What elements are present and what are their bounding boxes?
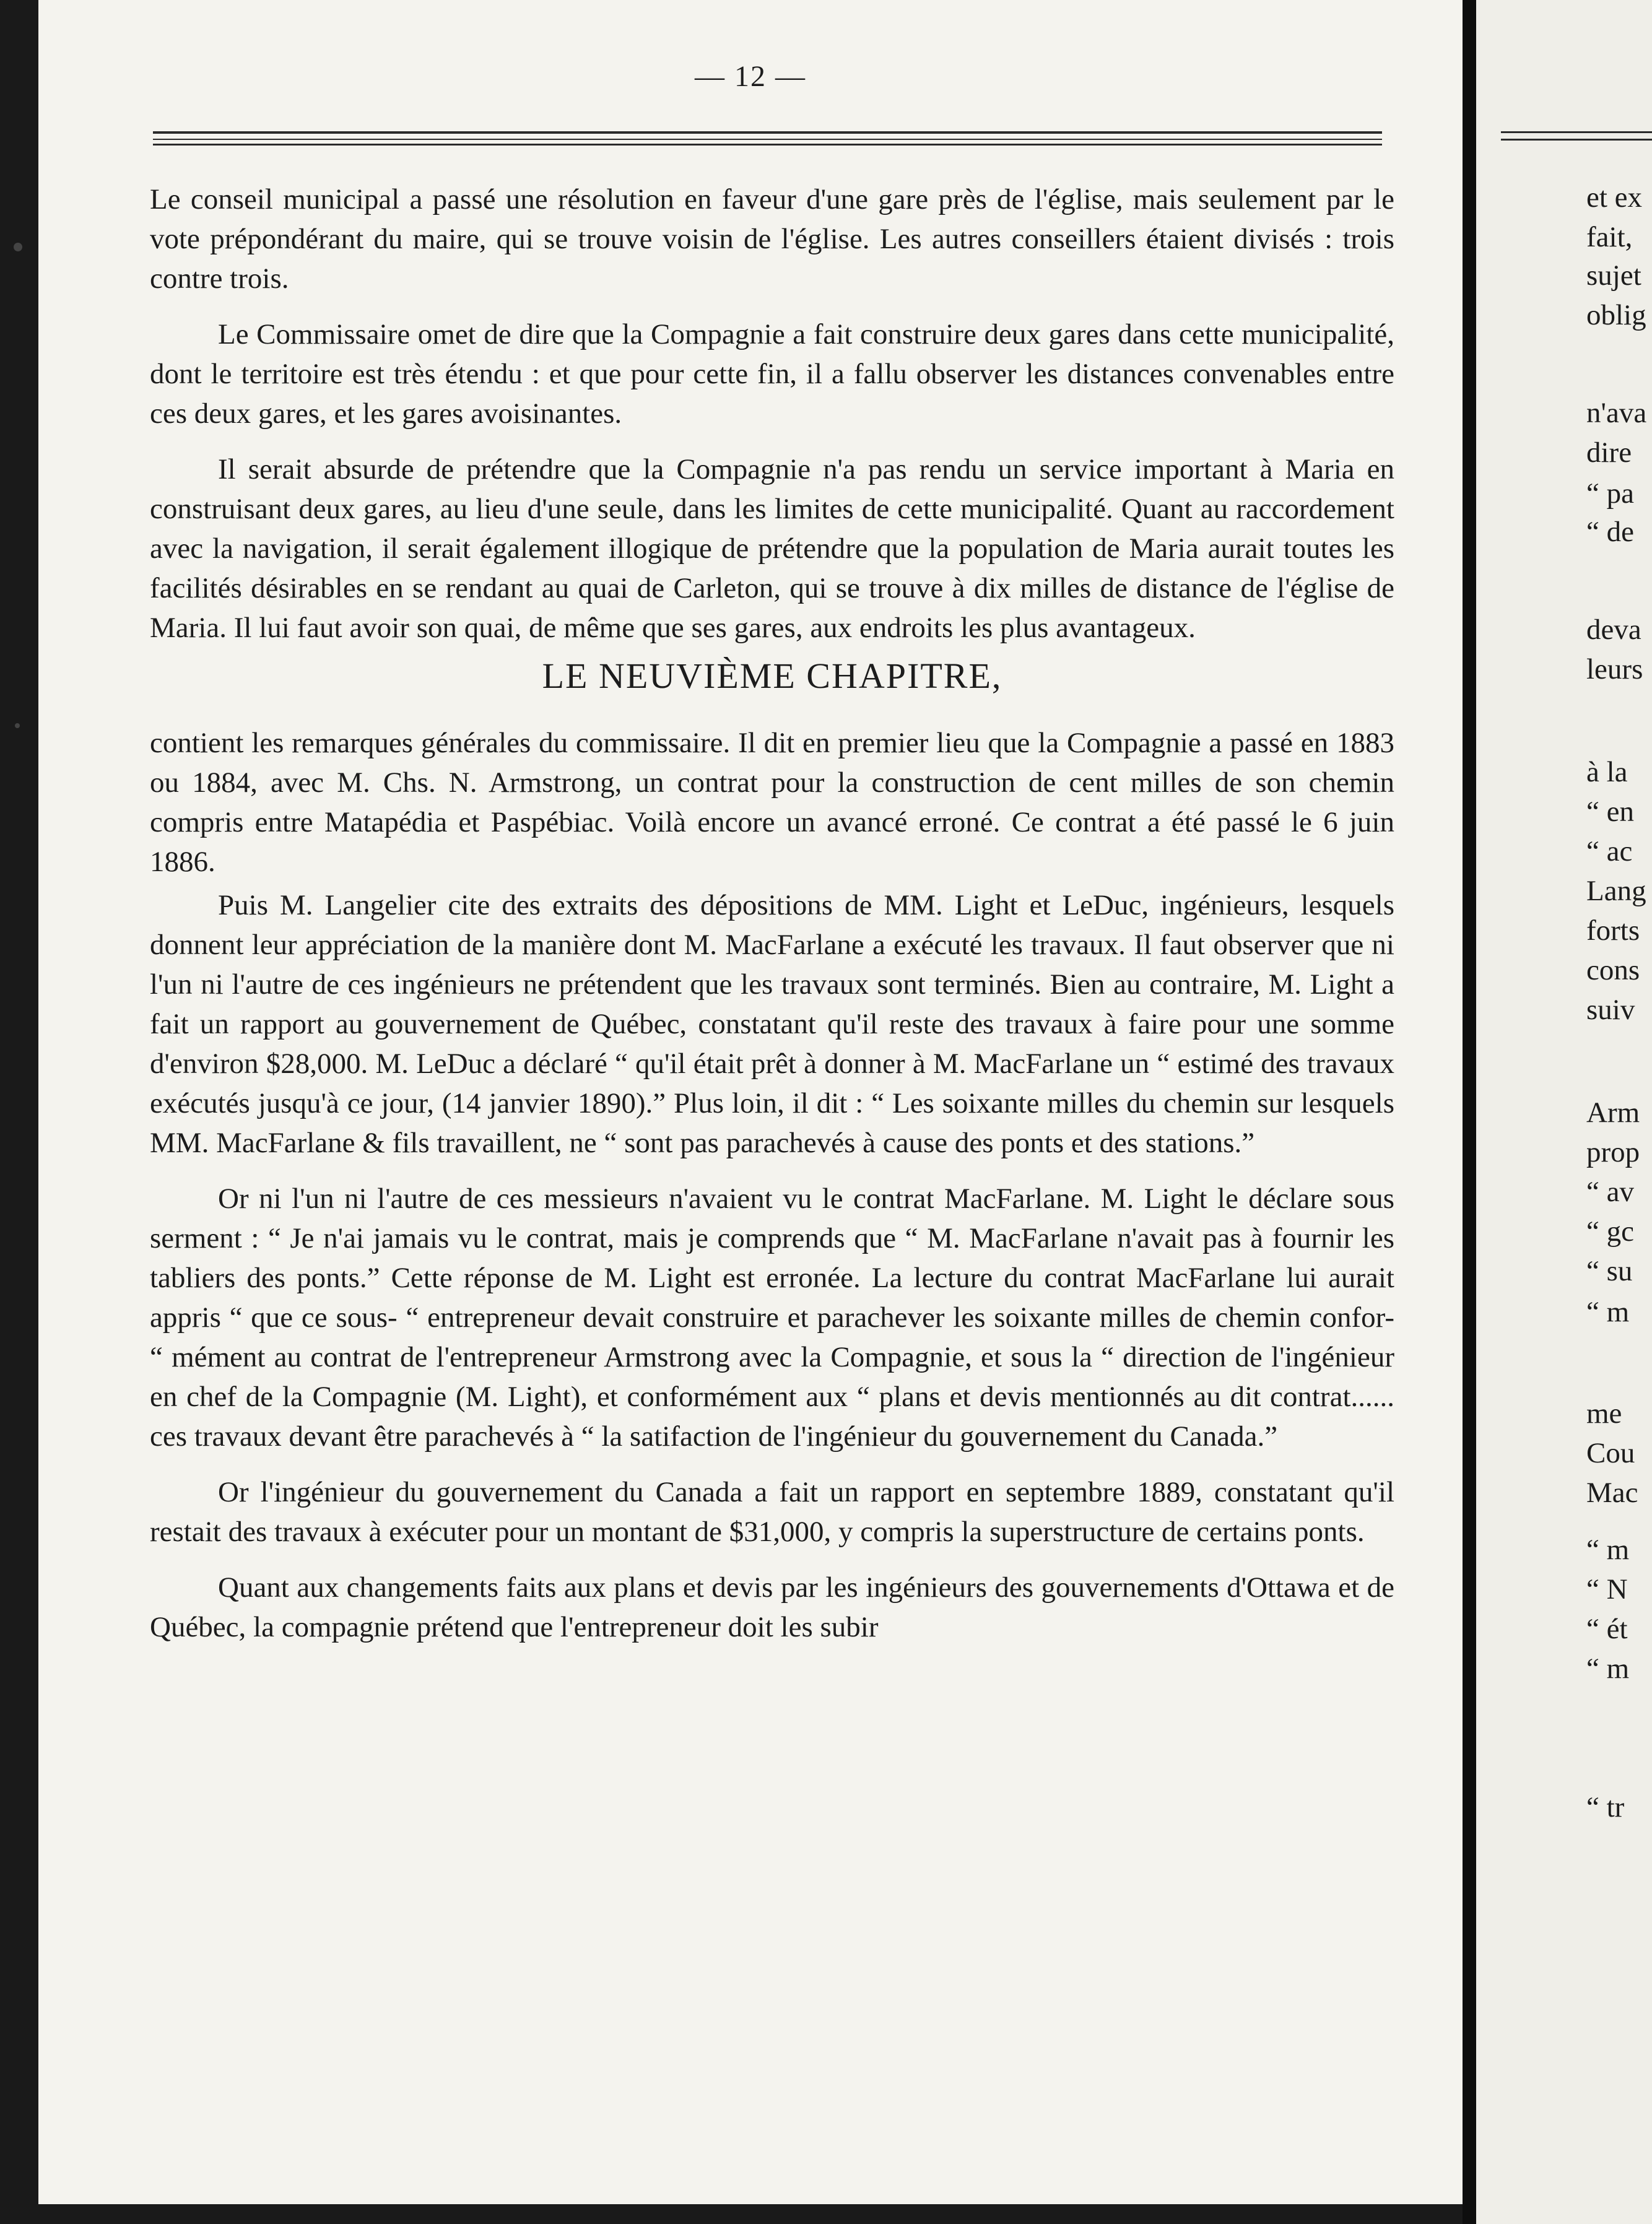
- facing-text-fragment: forts: [1586, 914, 1640, 947]
- facing-text-fragment: “ de: [1586, 516, 1634, 548]
- facing-page: [1476, 0, 1652, 2224]
- header-rule: [153, 144, 1382, 146]
- facing-text-fragment: “ ét: [1586, 1613, 1628, 1645]
- page-number: — 12 —: [695, 60, 806, 93]
- facing-text-fragment: “ ac: [1586, 835, 1633, 867]
- facing-text-fragment: “ gc: [1586, 1215, 1634, 1248]
- facing-text-fragment: oblig: [1586, 299, 1646, 331]
- paragraph: Le Commissaire omet de dire que la Compagnie a fait construire deux gares dans cette municipalité, dont le territoire est très étendu : et que pour cette fin, il a fallu observer les distances convenables entre ces deux gares, et les gares avoisinantes.: [150, 318, 1394, 430]
- facing-text-fragment: “ pa: [1586, 477, 1634, 510]
- facing-text-fragment: Mac: [1586, 1477, 1638, 1509]
- facing-text-fragment: leurs: [1586, 653, 1643, 685]
- header-rule: [153, 131, 1382, 134]
- facing-text-fragment: “ av: [1586, 1176, 1634, 1208]
- facing-text-fragment: Arm: [1586, 1097, 1640, 1129]
- paragraph: Puis M. Langelier cite des extraits des dépositions de MM. Light et LeDuc, ingénieurs, lesquels donnent leur appréciation de la manière dont M. MacFarlane a exécuté les travaux. Il faut observer que ni l'un ni l'autre de ces ingénieurs ne prétendent que les travaux sont terminés. Bien au contraire, M. Light a fait un rapport au gouvernement de Québec, constatant qu'il reste des travaux à faire pour une somme d'environ $28,000. M. LeDuc a déclaré “ qu'il était prêt à donner à M. MacFarlane un “ estimé des travaux exécutés jusqu'à ce jour, (14 janvier 1890).” Plus loin, il dit : “ Les soixante milles du chemin sur lesquels MM. MacFarlane & fils travaillent, ne “ sont pas parachevés à cause des ponts et des stations.”: [150, 889, 1394, 1159]
- margin-mark: [15, 723, 20, 728]
- paragraph: Le conseil municipal a passé une résolution en faveur d'une gare près de l'église, mais seulement par le vote prépondérant du maire, qui se trouve voisin de l'église. Les autres conseillers étaient divisés : trois contre trois.: [150, 183, 1394, 295]
- facing-text-fragment: “ su: [1586, 1255, 1633, 1287]
- body-text: [150, 180, 1394, 1663]
- document-page: [38, 0, 1463, 2204]
- facing-text-fragment: et ex: [1586, 181, 1643, 214]
- paragraph: Or l'ingénieur du gouvernement du Canada a fait un rapport en septembre 1889, constatant qu'il restait des travaux à exécuter pour un montant de $31,000, y compris la superstructure de certains ponts.: [150, 1476, 1394, 1548]
- facing-text-fragment: “ m: [1586, 1653, 1630, 1685]
- facing-text-fragment: sujet: [1586, 259, 1641, 292]
- paragraph: Il serait absurde de prétendre que la Compagnie n'a pas rendu un service important à Maria en construisant deux gares, au lieu d'une seule, dans les limites de cette municipalité. Quant au raccordement avec la navigation, il serait également illogique de prétendre que la population de Maria aurait toutes les facilités désirables en se rendant au quai de Carleton, qui se trouve à dix milles de distance de l'église de Maria. Il lui faut avoir son quai, de même que ses gares, aux endroits les plus avantageux.: [150, 453, 1394, 644]
- facing-text-fragment: “ N: [1586, 1573, 1628, 1605]
- facing-header-rule: [1501, 131, 1652, 133]
- facing-text-fragment: Lang: [1586, 875, 1646, 907]
- facing-header-rule: [1501, 139, 1652, 141]
- facing-text-fragment: “ m: [1586, 1296, 1630, 1328]
- facing-text-fragment: fait,: [1586, 221, 1633, 253]
- paragraph: Or ni l'un ni l'autre de ces messieurs n'avaient vu le contrat MacFarlane. M. Light le déclare sous serment : “ Je n'ai jamais vu le contrat, mais je comprends que “ M. MacFarlane n'avait pas à fournir les tabliers des ponts.” Cette réponse de M. Light est erronée. La lecture du contrat MacFarlane lui aurait appris “ que ce sous- “ entrepreneur devait construire et parachever les soixante milles de chemin confor- “ mément au contrat de l'entrepreneur Armstrong avec la Compagnie, et sous la “ direction de l'ingénieur en chef de la Compagnie (M. Light), et conformément aux “ plans et devis mentionnés au dit contrat...... ces travaux devant être parachevés à “ la satifaction de l'ingénieur du gouvernement du Canada.”: [150, 1183, 1394, 1453]
- facing-text-fragment: cons: [1586, 954, 1640, 986]
- facing-text-fragment: “ m: [1586, 1534, 1630, 1566]
- facing-text-fragment: Cou: [1586, 1437, 1635, 1469]
- facing-text-fragment: dire: [1586, 437, 1632, 469]
- margin-mark: [14, 243, 22, 251]
- facing-text-fragment: suiv: [1586, 994, 1635, 1026]
- facing-text-fragment: prop: [1586, 1136, 1640, 1168]
- facing-text-fragment: “ en: [1586, 796, 1634, 828]
- chapter-heading: LE NEUVIÈME CHAPITRE,: [542, 656, 1002, 696]
- facing-text-fragment: me: [1586, 1397, 1622, 1430]
- book-gutter: [1463, 0, 1476, 2224]
- paragraph: contient les remarques générales du commissaire. Il dit en premier lieu que la Compagnie a passé en 1883 ou 1884, avec M. Chs. N. Armstrong, un contrat pour la construction de cent milles de son chemin compris entre Matapédia et Paspébiac. Voilà encore un avancé erroné. Ce contrat a été passé le 6 juin 1886.: [150, 727, 1394, 878]
- facing-text-fragment: “ tr: [1586, 1791, 1625, 1823]
- facing-text-fragment: n'ava: [1586, 397, 1647, 429]
- facing-text-fragment: deva: [1586, 614, 1641, 646]
- paragraph: Quant aux changements faits aux plans et devis par les ingénieurs des gouvernements d'Ottawa et de Québec, la compagnie prétend que l'entrepreneur doit les subir: [150, 1571, 1394, 1643]
- header-rule: [153, 139, 1382, 140]
- facing-text-fragment: à la: [1586, 756, 1628, 788]
